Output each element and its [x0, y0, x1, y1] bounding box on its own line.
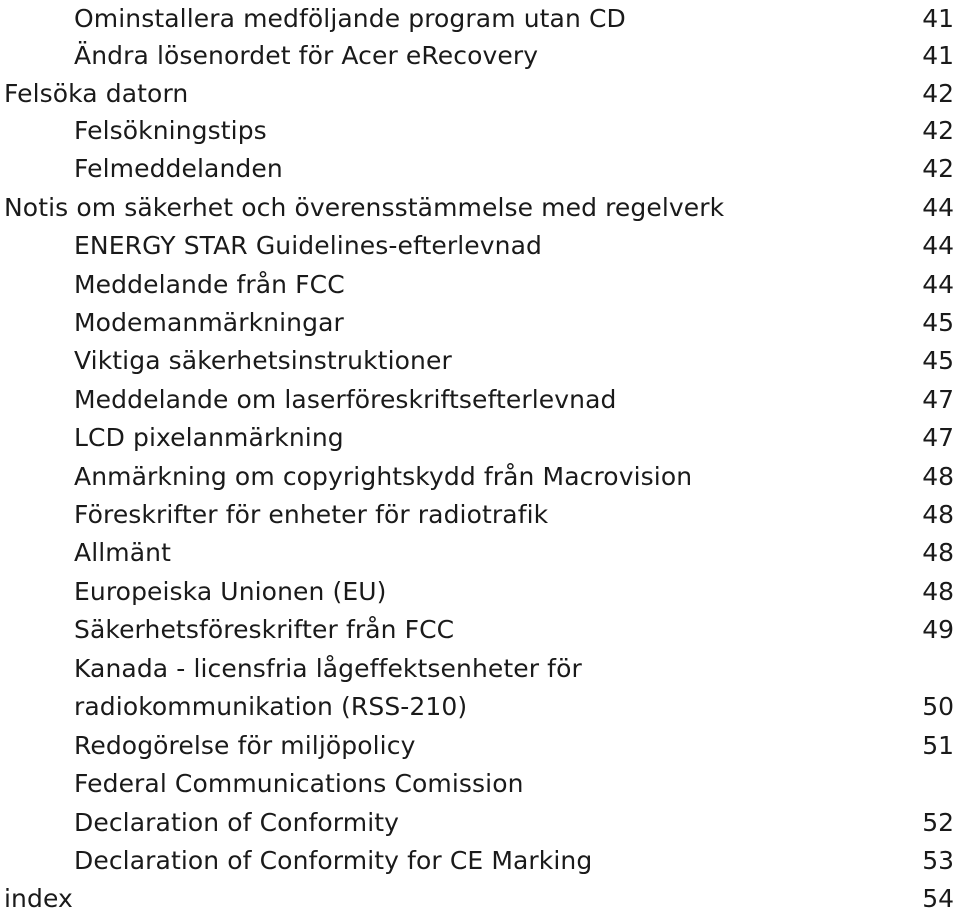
- toc-entry-page: 48: [922, 500, 954, 529]
- toc-entry-page: 41: [922, 4, 954, 33]
- toc-entry-page: 41: [922, 41, 954, 70]
- toc-entry-title: Anmärkning om copyrightskydd från Macrovision: [74, 462, 693, 491]
- toc-entry[interactable]: [0, 304, 960, 342]
- toc-entry[interactable]: [0, 573, 960, 611]
- toc-entry[interactable]: [0, 381, 960, 419]
- toc-entry-title: Kanada - licensfria lågeffektsenheter för: [74, 654, 582, 683]
- toc-entry-title: index: [4, 884, 73, 913]
- toc-entry[interactable]: [0, 611, 960, 649]
- toc-entry[interactable]: [0, 880, 960, 918]
- toc-entry-page: 42: [922, 116, 954, 145]
- toc-entry-title: Ominstallera medföljande program utan CD: [74, 4, 626, 33]
- toc-entry[interactable]: [0, 0, 960, 38]
- toc-entry[interactable]: [0, 37, 960, 75]
- toc-entry-title: Felmeddelanden: [74, 154, 283, 183]
- toc-entry-title: Säkerhetsföreskrifter från FCC: [74, 615, 455, 644]
- toc-entry[interactable]: [0, 227, 960, 265]
- toc-entry[interactable]: [0, 688, 960, 726]
- toc-entry-page: 42: [922, 154, 954, 183]
- toc-entry[interactable]: [0, 342, 960, 380]
- toc-entry-page: 42: [922, 79, 954, 108]
- toc-entry-title: Modemanmärkningar: [74, 308, 344, 337]
- toc-entry[interactable]: [0, 804, 960, 842]
- toc-entry[interactable]: [0, 150, 960, 188]
- toc-entry[interactable]: [0, 496, 960, 534]
- toc-entry-title: Declaration of Conformity: [74, 808, 400, 837]
- toc-entry-page: 45: [922, 346, 954, 375]
- toc-entry[interactable]: [0, 266, 960, 304]
- toc-entry-title: radiokommunikation (RSS-210): [74, 692, 468, 721]
- toc-entry-page: 51: [922, 731, 954, 760]
- toc-entry-page: 47: [922, 385, 954, 414]
- toc-entry-title: Felsöka datorn: [4, 79, 189, 108]
- toc-entry-title: LCD pixelanmärkning: [74, 423, 344, 452]
- toc-entry-page: 48: [922, 462, 954, 491]
- toc-entry-title: Federal Communications Comission: [74, 769, 524, 798]
- toc-entry[interactable]: [0, 189, 960, 227]
- toc-entry-page: 49: [922, 615, 954, 644]
- toc-entry-title: ENERGY STAR Guidelines-efterlevnad: [74, 231, 542, 260]
- toc-entry-title: Notis om säkerhet och överensstämmelse med regelverk: [4, 193, 725, 222]
- toc-entry-title: Europeiska Unionen (EU): [74, 577, 387, 606]
- toc-entry-page: 54: [922, 884, 954, 913]
- toc-entry-page: 44: [922, 231, 954, 260]
- toc-entry[interactable]: [0, 650, 960, 688]
- toc-entry[interactable]: [0, 727, 960, 765]
- toc-entry-title: Redogörelse för miljöpolicy: [74, 731, 416, 760]
- toc-entry-title: Meddelande om laserföreskriftsefterlevnad: [74, 385, 617, 414]
- toc-entry-title: Allmänt: [74, 538, 172, 567]
- toc-entry-page: 50: [922, 692, 954, 721]
- toc-entry[interactable]: [0, 842, 960, 880]
- toc-entry-title: Declaration of Conformity for CE Marking: [74, 846, 593, 875]
- toc-entry-page: 53: [922, 846, 954, 875]
- toc-entry-title: Meddelande från FCC: [74, 270, 345, 299]
- toc-entry-title: Viktiga säkerhetsinstruktioner: [74, 346, 452, 375]
- toc-entry-title: Ändra lösenordet för Acer eRecovery: [74, 41, 539, 70]
- toc-entry[interactable]: [0, 765, 960, 803]
- toc-entry[interactable]: [0, 458, 960, 496]
- toc-entry-page: 44: [922, 193, 954, 222]
- toc-entry-page: 44: [922, 270, 954, 299]
- toc-entry-page: 52: [922, 808, 954, 837]
- toc-entry-title: Föreskrifter för enheter för radiotrafik: [74, 500, 549, 529]
- toc-entry-page: 48: [922, 538, 954, 567]
- toc-entry-page: 47: [922, 423, 954, 452]
- toc-entry[interactable]: [0, 112, 960, 150]
- toc-entry[interactable]: [0, 534, 960, 572]
- toc-entry-page: 48: [922, 577, 954, 606]
- toc-entry-page: 45: [922, 308, 954, 337]
- toc-entry[interactable]: [0, 75, 960, 113]
- toc-entry-title: Felsökningstips: [74, 116, 267, 145]
- toc-entry[interactable]: [0, 419, 960, 457]
